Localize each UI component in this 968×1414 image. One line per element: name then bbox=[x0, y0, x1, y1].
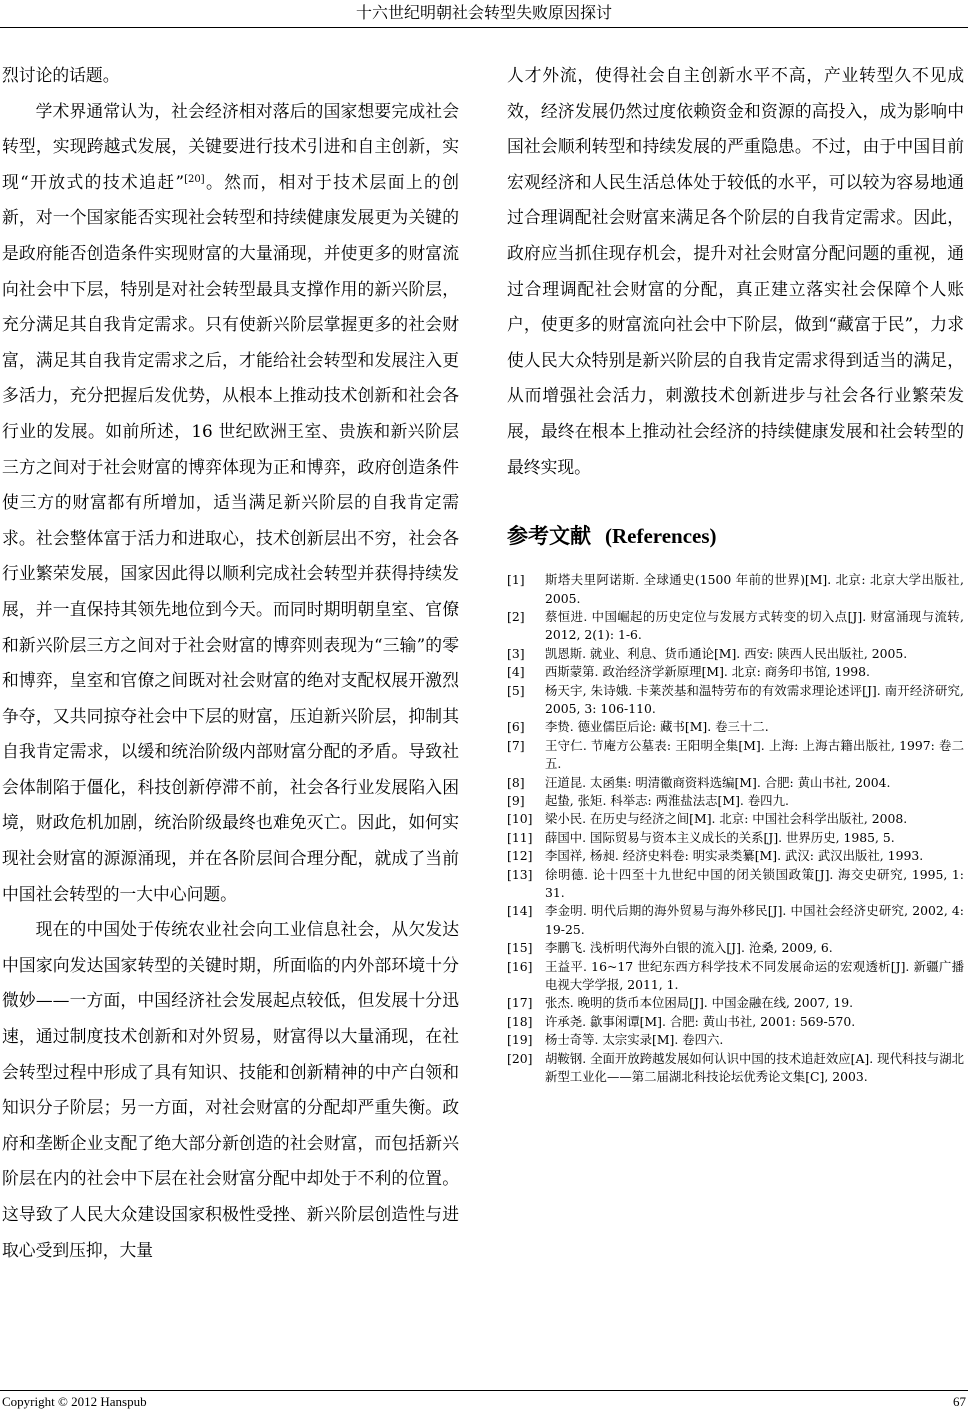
reference-text: 汪道昆. 太函集: 明清徽商资料选编[M]. 合肥: 黄山书社, 2004. bbox=[545, 774, 891, 790]
reference-text: 起蛰, 张矩. 科举志: 两淮盐法志[M]. 卷四九. bbox=[545, 793, 789, 808]
references-heading-en: (References) bbox=[605, 524, 717, 549]
reference-text: 李贽. 德业儒臣后论: 藏书[M]. 卷三十二. bbox=[545, 719, 769, 735]
reference-number: [14] bbox=[507, 903, 533, 919]
reference-number: [19] bbox=[507, 1032, 533, 1048]
reference-item bbox=[507, 939, 964, 957]
reference-item bbox=[507, 829, 964, 847]
reference-number: [3] bbox=[507, 645, 525, 661]
reference-number: [8] bbox=[507, 774, 525, 790]
reference-text: 杨天宇, 朱诗娥. 卡莱茨基和温特劳布的有效需求理论述评[J]. 南开经济研究, 2005, 3: 106-110. bbox=[545, 682, 964, 716]
body-paragraph bbox=[2, 94, 459, 913]
reference-item bbox=[507, 866, 964, 903]
reference-text: 张杰. 晚明的货币本位困局[J]. 中国金融在线, 2007, 19. bbox=[545, 995, 854, 1011]
paragraph-text: 。然而，相对于技术层面上的创新，对一个国家能否实现社会转型和持续健康发展更为关键的是政府能否创造条件实现财富的大量涌现，并使更多的财富流向社会中下层，特别是对社会转型最具支撑作用的新兴阶层，充分满足其自我肯定需求。只有使新兴阶层掌握更多的社会财富，满足其自我肯定需求之后，才能给社会转型和发展注入更多活力，充分把握后发优势，从根本上推动技术创新和社会各行业的发展。如前所述，16 世纪欧洲王室、贵族和新兴阶层三方之间对于社会财富的博弈体现为正和博弈，政府创造条件使三方的财富都有所增加，适当满足新兴阶层的自我肯定需求。社会整体富于活力和进取心，技术创新层出不穷，社会各行业繁荣发展，国家因此得以顺利完成社会转型并获得持续发展，并一直保持其领先地位到今天。而同时期明朝皇室、官僚和新兴阶层三方之间对于社会财富的博弈则表现为“三输”的零和博弈，皇室和官僚之间既对社会财富的绝对支配权展开激烈争夺，又共同掠夺社会中下层的财富，压迫新兴阶层，抑制其自我肯定需求，以缓和统治阶级内部财富分配的矛盾。导致社会体制陷于僵化，科技创新停滞不前，社会各行业发展陷入困境，财政危机加剧，统治阶级最终也难免灭亡。因此，如何实现社会财富的源源涌现，并在各阶层间合理分配，就成了当前中国社会转型的一大中心问题。 bbox=[2, 171, 459, 904]
reference-item bbox=[507, 1031, 964, 1049]
reference-item bbox=[507, 1013, 964, 1031]
body-paragraph: 人才外流，使得社会自主创新水平不高，产业转型久不见成效，经济发展仍然过度依赖资金和资源的高投入，成为影响中国社会顺利转型和持续发展的严重隐患。不过，由于中国目前宏观经济和人民生活总体处于较低的水平，可以较为容易地通过合理调配社会财富来满足各个阶层的自我肯定需求。因此，政府应当抓住现存机会，提升对社会财富分配问题的重视，通过合理调配社会财富的分配，真正建立落实社会保障个人账户，使更多的财富流向社会中下阶层，做到“藏富于民”，力求使人民大众特别是新兴阶层的自我肯定需求得到适当的满足，从而增强社会活力，刺激技术创新进步与社会各行业繁荣发展，最终在根本上推动社会经济的持续健康发展和社会转型的最终实现。 bbox=[507, 65, 964, 477]
reference-number: [10] bbox=[507, 811, 533, 827]
page-number: 67 bbox=[953, 1394, 966, 1409]
references-heading-cn: 参考文献 bbox=[507, 523, 591, 549]
reference-text: 梁小民. 在历史与经济之间[M]. 北京: 中国社会科学出版社, 2008. bbox=[545, 811, 908, 827]
reference-number: [5] bbox=[507, 682, 525, 698]
reference-text: 李金明. 明代后期的海外贸易与海外移民[J]. 中国社会经济史研究, 2002, 4: 19-25. bbox=[545, 903, 964, 937]
reference-number: [12] bbox=[507, 848, 533, 864]
reference-number: [1] bbox=[507, 572, 525, 588]
reference-number: [17] bbox=[507, 995, 533, 1011]
body-paragraph: 烈讨论的话题。 bbox=[2, 65, 120, 85]
reference-text: 蔡恒进. 中国崛起的历史定位与发展方式转变的切入点[J]. 财富涌现与流转, 2012, 2(1): 1-6. bbox=[545, 608, 964, 643]
reference-number: [4] bbox=[507, 664, 525, 680]
reference-item bbox=[507, 994, 964, 1012]
reference-item bbox=[507, 608, 964, 645]
reference-text: 西斯蒙第. 政治经济学新原理[M]. 北京: 商务印书馆, 1998. bbox=[545, 664, 870, 680]
paragraph-text: 学术界通常认为，社会经济相对落后的国家想要完成社会转型，实现跨越式发展，关键要进行技术引进和自主创新，实现“开放式的技术追赶” bbox=[2, 100, 459, 192]
reference-text: 许承尧. 歙事闲谭[M]. 合肥: 黄山书社, 2001: 569-570. bbox=[545, 1013, 856, 1029]
reference-item bbox=[507, 958, 964, 995]
right-column bbox=[507, 58, 964, 1087]
reference-item bbox=[507, 663, 964, 681]
reference-number: [13] bbox=[507, 866, 533, 882]
reference-text: 凯恩斯. 就业、利息、货币通论[M]. 西安: 陕西人民出版社, 2005. bbox=[545, 645, 908, 661]
left-column bbox=[2, 58, 459, 1268]
reference-text: 李鹏飞. 浅析明代海外白银的流入[J]. 沧桑, 2009, 6. bbox=[545, 940, 833, 956]
reference-number: [15] bbox=[507, 940, 533, 956]
reference-number: [16] bbox=[507, 958, 533, 974]
reference-number: [11] bbox=[507, 829, 533, 845]
reference-item bbox=[507, 645, 964, 663]
reference-item bbox=[507, 847, 964, 865]
reference-item bbox=[507, 737, 964, 774]
reference-number: [2] bbox=[507, 608, 525, 624]
reference-text: 李国祥, 杨昶. 经济史料卷: 明实录类纂[M]. 武汉: 武汉出版社, 1993. bbox=[545, 848, 924, 864]
reference-text: 杨士奇等. 太宗实录[M]. 卷四六. bbox=[545, 1032, 724, 1048]
reference-text: 王守仁. 节庵方公墓表: 王阳明全集[M]. 上海: 上海古籍出版社, 1997: 卷二五. bbox=[545, 737, 964, 772]
footer-rule bbox=[0, 1390, 968, 1391]
references-heading bbox=[507, 522, 964, 550]
reference-text: 胡鞍钢. 全面开放跨越发展如何认识中国的技术追赶效应[A]. 现代科技与湖北新型工业化——第二届湖北科技论坛优秀论文集[C], 2003. bbox=[545, 1050, 964, 1085]
reference-number: [7] bbox=[507, 737, 525, 753]
reference-text: 徐明德. 论十四至十九世纪中国的闭关锁国政策[J]. 海交史研究, 1995, 1: 31. bbox=[545, 866, 964, 901]
reference-number: [18] bbox=[507, 1013, 533, 1029]
reference-item bbox=[507, 902, 964, 939]
reference-item bbox=[507, 1050, 964, 1087]
reference-list bbox=[507, 571, 964, 1086]
reference-item bbox=[507, 810, 964, 828]
reference-text: 薛国中. 国际贸易与资本主义成长的关系[J]. 世界历史, 1985, 5. bbox=[545, 829, 895, 845]
reference-item bbox=[507, 718, 964, 736]
reference-item bbox=[507, 792, 964, 810]
reference-number: [9] bbox=[507, 793, 525, 808]
reference-number: [20] bbox=[507, 1050, 533, 1066]
reference-item bbox=[507, 774, 964, 792]
reference-item bbox=[507, 682, 964, 719]
copyright-notice: Copyright © 2012 Hanspub bbox=[2, 1394, 147, 1409]
body-paragraph: 现在的中国处于传统农业社会向工业信息社会，从欠发达中国家向发达国家转型的关键时期，所面临的内外部环境十分微妙——一方面，中国经济社会发展起点较低，但发展十分迅速，通过制度技术创新和对外贸易，财富得以大量涌现，在社会转型过程中形成了具有知识、技能和创新精神的中产白领和知识分子阶层；另一方面，对社会财富的分配却严重失衡。政府和垄断企业支配了绝大部分新创造的社会财富，而包括新兴阶层在内的社会中下层在社会财富分配中却处于不利的位置。这导致了人民大众建设国家积极性受挫、新兴阶层创造性与进取心受到压抑，大量 bbox=[2, 919, 459, 1260]
header-rule bbox=[0, 27, 968, 28]
running-header: 十六世纪明朝社会转型失败原因探讨 bbox=[355, 3, 612, 22]
reference-item bbox=[507, 571, 964, 608]
citation-link[interactable]: [20] bbox=[184, 173, 205, 185]
reference-number: [6] bbox=[507, 719, 525, 735]
reference-text: 王益平. 16~17 世纪东西方科学技术不同发展命运的宏观透析[J]. 新疆广播电视大学学报, 2011, 1. bbox=[545, 958, 964, 993]
reference-text: 斯塔夫里阿诺斯. 全球通史(1500 年前的世界)[M]. 北京: 北京大学出版社, 2005. bbox=[545, 572, 964, 606]
